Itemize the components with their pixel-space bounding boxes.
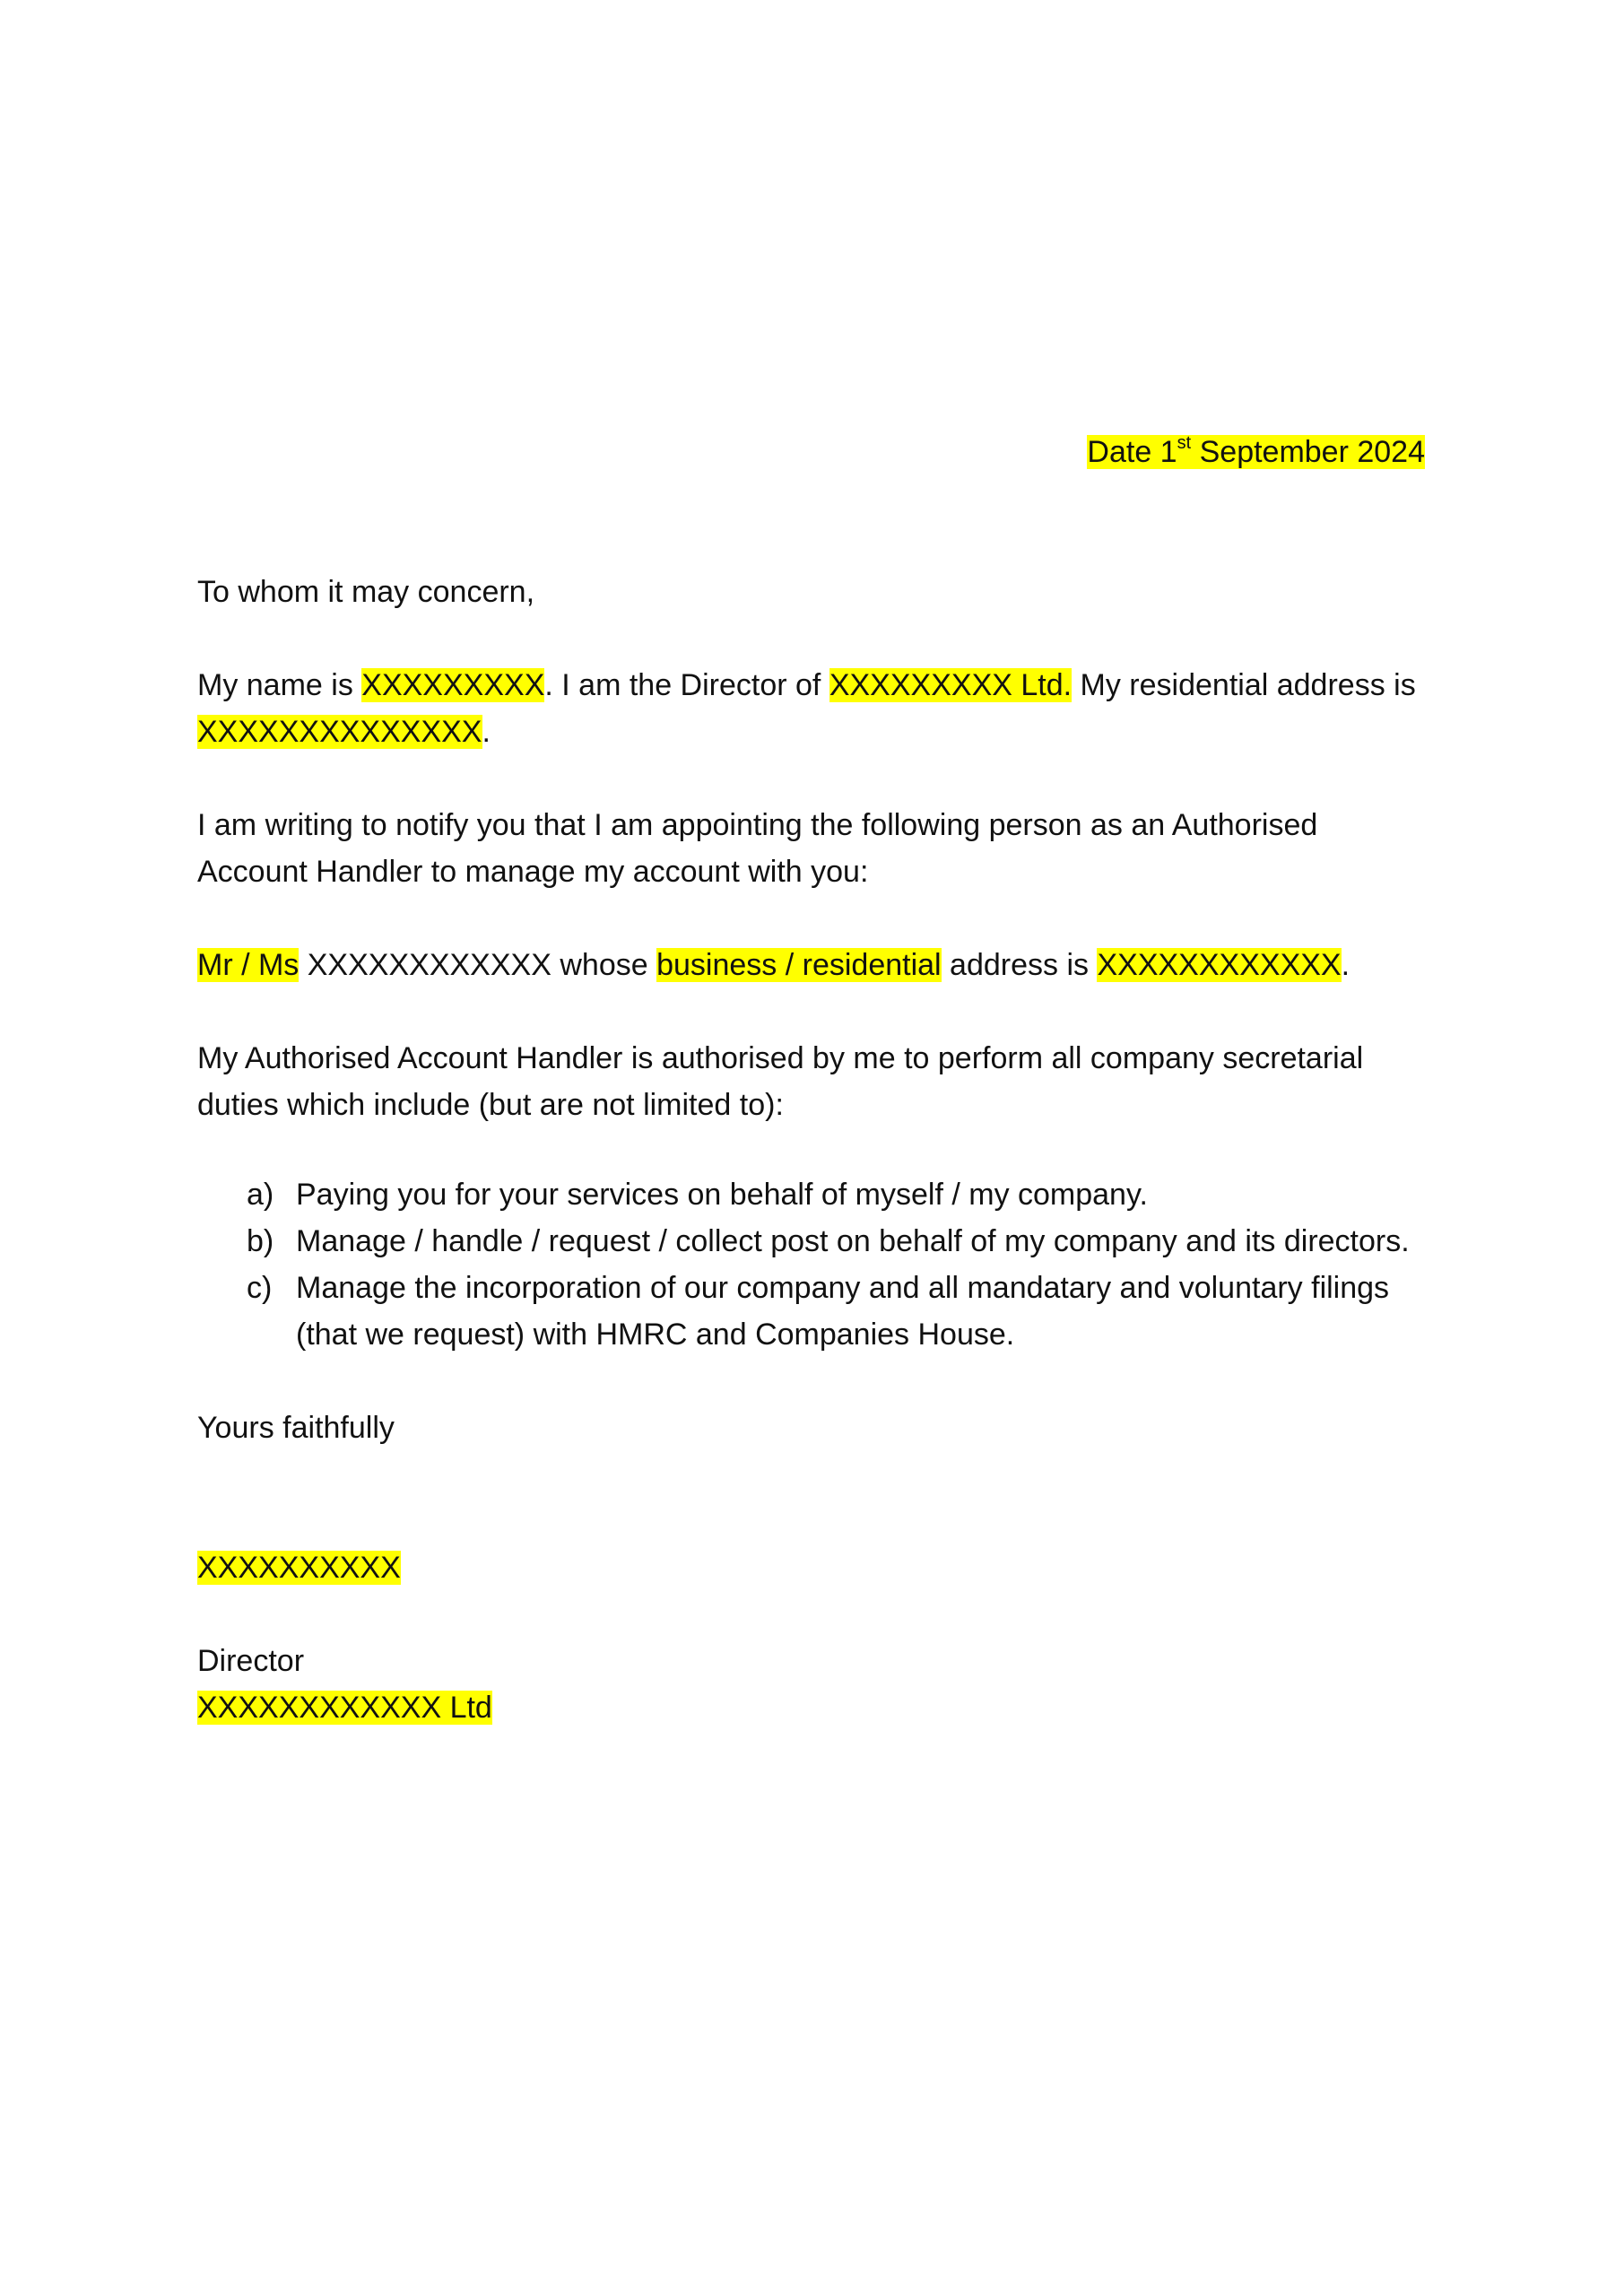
signature-company	[197, 1684, 492, 1731]
authority-paragraph	[197, 1035, 1363, 1128]
notify-line-2: Account Handler to manage my account with you:	[197, 855, 869, 889]
residential-address-placeholder: XXXXXXXXXXXXXX	[197, 715, 482, 749]
appointee-name: XXXXXXXXXXXX	[299, 948, 551, 982]
signature-name	[197, 1544, 401, 1591]
list-item-text: Manage / handle / request / collect post on behalf of my company and its directors.	[296, 1224, 1410, 1258]
signature-title: Director	[197, 1644, 305, 1678]
appointee-title-placeholder: Mr / Ms	[197, 948, 300, 982]
notify-line-1: I am writing to notify you that I am appointing the following person as an Authorised	[197, 808, 1318, 842]
signature-name-placeholder: XXXXXXXXXX	[197, 1551, 401, 1585]
appointee-line: Mr / Ms XXXXXXXXXXXX whose business / residential address is XXXXXXXXXXXX.	[197, 948, 1350, 982]
intro-paragraph	[197, 662, 1416, 755]
appointee-address-placeholder: XXXXXXXXXXXX	[1097, 948, 1342, 982]
notify-paragraph	[197, 802, 1317, 895]
closing: Yours faithfully	[197, 1411, 395, 1445]
list-marker: a)	[247, 1178, 274, 1212]
intro-line-2: XXXXXXXXXXXXXX.	[197, 715, 491, 749]
list-item-text: Manage the incorporation of our company and all mandatary and voluntary filings (that we request) with HMRC and Companies House.	[296, 1271, 1390, 1352]
signature-company-placeholder: XXXXXXXXXXXX Ltd	[197, 1691, 492, 1725]
date-ordinal-suffix: st	[1177, 432, 1192, 453]
date-highlight: Date 1st September 2024	[1087, 432, 1425, 469]
intro-line-1: My name is XXXXXXXXX. I am the Director of XXXXXXXXX Ltd. My residential address is	[197, 668, 1416, 702]
authority-line-2: duties which include (but are not limited to):	[197, 1088, 784, 1122]
authority-line-1: My Authorised Account Handler is authorised by me to perform all company secretarial	[197, 1041, 1364, 1075]
address-type-placeholder: business / residential	[656, 948, 942, 982]
company-name-placeholder: XXXXXXXXX Ltd.	[829, 668, 1073, 702]
list-marker: c)	[247, 1271, 273, 1305]
date-line	[1087, 429, 1425, 475]
list-marker: b)	[247, 1224, 274, 1258]
salutation: To whom it may concern,	[197, 575, 535, 609]
list-item-text: Paying you for your services on behalf of myself / my company.	[296, 1178, 1148, 1212]
director-name-placeholder: XXXXXXXXX	[361, 668, 545, 702]
